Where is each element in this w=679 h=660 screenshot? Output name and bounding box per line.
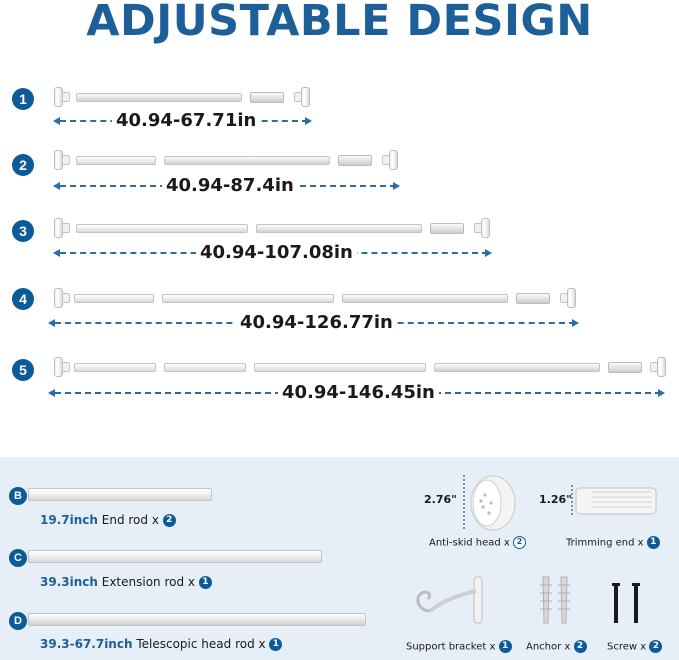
end-rod [74, 363, 156, 372]
part-size: 39.3inch [40, 575, 98, 589]
length-range: 40.94-87.4in [162, 175, 298, 196]
bracket-caption [406, 640, 512, 653]
extension-rod [76, 224, 248, 233]
anchor-caption [526, 640, 587, 653]
anti-skid-head-icon [459, 473, 519, 533]
end-cap-icon [657, 357, 666, 377]
end-cap-stem [62, 362, 70, 372]
end-cap-stem [62, 155, 70, 165]
extension-rod [254, 363, 426, 372]
config-badge: 1 [12, 88, 34, 110]
part-name: Extension rod x [101, 575, 196, 589]
telescopic-rod [256, 224, 422, 233]
trimming-end-icon [608, 362, 642, 373]
config-badge: 4 [12, 288, 34, 310]
part-name: Telescopic head rod x [136, 637, 266, 651]
end-rod-image [28, 488, 212, 501]
end-cap-icon [481, 218, 490, 238]
arrow-right-icon [658, 389, 665, 397]
part-size: 39.3-67.7inch [40, 637, 133, 651]
quantity-badge: 2 [513, 536, 526, 549]
telescopic-rod [76, 93, 242, 102]
telescopic-rod-image [28, 613, 366, 626]
arrow-left-icon [48, 319, 55, 327]
part-d-caption [40, 637, 282, 651]
support-bracket-icon [408, 571, 488, 629]
quantity-badge: 2 [574, 640, 587, 653]
config-4 [0, 286, 679, 350]
part-name: End rod x [101, 513, 159, 527]
trimming-end-icon [430, 223, 464, 234]
end-rod [74, 294, 154, 303]
arrow-left-icon [53, 249, 60, 257]
telescopic-rod [164, 156, 330, 165]
extension-rod-image [28, 550, 322, 563]
telescopic-rod [342, 294, 508, 303]
quantity-badge: 2 [649, 640, 662, 653]
end-rod [76, 156, 156, 165]
trimming-end-icon [516, 293, 550, 304]
length-range: 40.94-146.45in [278, 382, 439, 403]
config-badge: 2 [12, 154, 34, 176]
arrow-left-icon [48, 389, 55, 397]
page-title: ADJUSTABLE DESIGN [86, 0, 593, 46]
arrow-right-icon [485, 249, 492, 257]
quantity-badge: 1 [269, 638, 282, 651]
config-1 [0, 84, 679, 148]
end-cap-stem [62, 223, 70, 233]
arrow-right-icon [572, 319, 579, 327]
end-cap-stem [62, 293, 70, 303]
length-range: 40.94-107.08in [196, 242, 357, 263]
part-badge-b: B [9, 487, 27, 505]
part-name: Anti-skid head x [429, 537, 510, 549]
end-rod [164, 363, 246, 372]
part-c-caption [40, 575, 212, 589]
length-range: 40.94-67.71in [112, 110, 260, 131]
parts-panel [0, 457, 679, 660]
part-name: Anchor x [526, 641, 571, 653]
anti-skid-caption [429, 536, 526, 549]
arrow-right-icon [305, 117, 312, 125]
part-b-caption [40, 513, 176, 527]
quantity-badge: 2 [163, 514, 176, 527]
end-cap-stem [62, 92, 70, 102]
config-badge: 3 [12, 220, 34, 242]
extension-rod [162, 294, 334, 303]
part-name: Trimming end x [566, 537, 644, 549]
trimming-caption [566, 536, 660, 549]
part-name: Support bracket x [406, 641, 496, 653]
config-2 [0, 150, 679, 214]
arrow-left-icon [53, 117, 60, 125]
telescopic-rod [434, 363, 600, 372]
end-cap-icon [567, 288, 576, 308]
end-cap-icon [389, 150, 398, 170]
part-badge-c: C [9, 549, 27, 567]
quantity-badge: 1 [199, 576, 212, 589]
anchor-icon [535, 575, 575, 627]
part-badge-d: D [9, 612, 27, 630]
trimming-end-icon [338, 155, 372, 166]
config-badge: 5 [12, 359, 34, 381]
screw-caption [607, 640, 662, 653]
arrow-left-icon [53, 182, 60, 190]
trimming-end-icon [566, 483, 660, 519]
quantity-badge: 1 [499, 640, 512, 653]
part-name: Screw x [607, 641, 647, 653]
part-size: 19.7inch [40, 513, 98, 527]
trimming-end-icon [250, 92, 284, 103]
screw-icon [606, 581, 646, 625]
quantity-badge: 1 [647, 536, 660, 549]
config-5 [0, 356, 679, 420]
trimming-dimension: 1.26" [539, 493, 572, 506]
length-range: 40.94-126.77in [236, 312, 397, 333]
config-3 [0, 218, 679, 282]
arrow-right-icon [393, 182, 400, 190]
end-cap-icon [301, 87, 310, 107]
anti-skid-dimension: 2.76" [424, 493, 457, 506]
